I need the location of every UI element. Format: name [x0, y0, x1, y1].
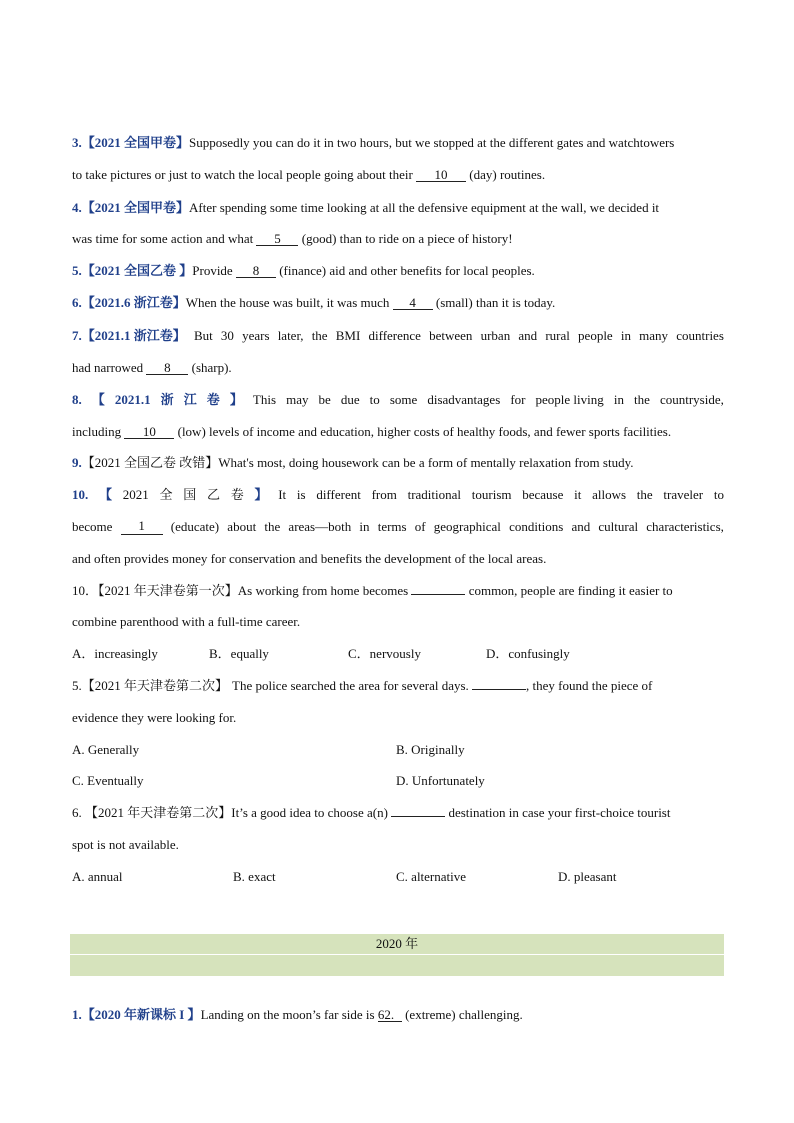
word: BMI — [335, 328, 361, 343]
mc-question-3-line-2 — [72, 837, 724, 853]
question-tag: 】 — [254, 487, 268, 502]
word: characteristics, — [646, 519, 724, 534]
word: due — [340, 392, 360, 407]
word: the — [636, 487, 653, 502]
word: become — [72, 519, 113, 534]
question-tag: 10. — [72, 487, 89, 502]
word: of — [414, 519, 426, 534]
question-tag: 浙 — [160, 392, 174, 407]
question-text: It’s a good idea to choose a(n) — [231, 805, 388, 820]
question-tag: 10．【2021 年天津卷第一次】 — [72, 583, 238, 598]
word: the — [634, 392, 650, 407]
word: the — [264, 519, 281, 534]
answer-blank: 8 — [236, 264, 276, 278]
option-a: A. Generally — [72, 742, 140, 757]
question-tag: 1.【2020 年新课标 I 】 — [72, 1007, 201, 1022]
word: different — [316, 487, 361, 502]
question-tag: 【2021 全国乙卷 改错】 — [81, 455, 219, 470]
word: from — [371, 487, 397, 502]
question-4-line-2 — [72, 231, 724, 247]
option-d: D. Unfortunately — [396, 773, 485, 788]
answer-blank: 4 — [393, 296, 433, 310]
word: rural — [545, 328, 570, 343]
question-text: (low) levels of income and education, higher costs of healthy foods, and fewer sports facilities. — [177, 424, 672, 439]
question-tag: 3.【2021 全国甲卷】 — [72, 135, 190, 150]
question-text: What's most, doing housework can be a form of mentally relaxation from study. — [218, 455, 634, 470]
question-text: Supposedly you can do it in two hours, but we stopped at the different gates and watchtowers — [189, 135, 675, 150]
question-3-line-1 — [72, 135, 724, 151]
word: is — [296, 487, 306, 502]
word: years — [242, 328, 270, 343]
section-header — [70, 934, 724, 976]
question-tag: 【 — [91, 392, 105, 407]
word: cultural — [598, 519, 639, 534]
word: It — [278, 487, 287, 502]
question-text: (good) than to ride on a piece of history! — [301, 231, 513, 246]
word: and — [571, 519, 591, 534]
word: to — [713, 487, 724, 502]
question-tag: 国 — [183, 487, 197, 502]
question-6-line-1 — [72, 295, 724, 311]
question-tag: 】 — [229, 392, 243, 407]
answer-blank: 62. — [378, 1008, 402, 1022]
word: because — [522, 487, 564, 502]
word: in — [613, 392, 624, 407]
question-8-line-1 — [72, 392, 724, 408]
question-7-line-2 — [72, 360, 724, 376]
question-text: (sharp). — [191, 360, 232, 375]
word: This — [252, 392, 277, 407]
mc-question-1-line-2 — [72, 614, 724, 630]
word: may — [286, 392, 309, 407]
answer-blank: 10 — [416, 168, 466, 182]
question-text: destination in case your first-choice tourist — [448, 805, 671, 820]
word: some — [389, 392, 418, 407]
question-text: The police searched the area for several days. — [232, 678, 469, 693]
question-text: Landing on the moon’s far side is — [200, 1007, 375, 1022]
word: areas—both — [288, 519, 352, 534]
option-b: B. Originally — [396, 742, 465, 757]
question-tag: 【 — [98, 487, 112, 502]
word: But — [193, 328, 213, 343]
question-tag: 6.【2021.6 浙江卷】 — [72, 295, 186, 310]
question-2020-1-line-1 — [72, 1007, 724, 1023]
section-divider — [70, 954, 724, 955]
word: for — [510, 392, 526, 407]
word: about — [227, 519, 257, 534]
question-10-line-1 — [72, 487, 724, 503]
question-tag: 6. 【2021 年天津卷第二次】 — [72, 805, 232, 820]
word: it — [574, 487, 582, 502]
question-text: As working from home becomes — [237, 583, 409, 598]
word: urban — [480, 328, 511, 343]
question-text: including — [72, 424, 122, 439]
question-text: When the house was built, it was much — [185, 295, 390, 310]
section-title: 2020 年 — [375, 936, 419, 951]
word: traditional — [407, 487, 462, 502]
word: conditions — [509, 519, 564, 534]
word: geographical — [433, 519, 501, 534]
word: 30 — [220, 328, 234, 343]
question-tag: 江 — [183, 392, 197, 407]
question-text: (day) routines. — [469, 167, 546, 182]
question-text: and often provides money for conservation and benefits the development of the local areas. — [72, 551, 547, 566]
word: allows — [592, 487, 627, 502]
question-tag: 乙 — [206, 487, 220, 502]
word: many — [639, 328, 669, 343]
question-10-line-2 — [72, 519, 724, 535]
question-4-line-1 — [72, 200, 724, 216]
answer-blank — [472, 689, 526, 690]
option-b: B．equally — [209, 646, 269, 661]
question-3-line-2 — [72, 167, 724, 183]
answer-blank: 10 — [124, 425, 174, 439]
word: people — [578, 328, 613, 343]
question-tag: 9. — [72, 455, 82, 470]
word: (educate) — [170, 519, 220, 534]
question-tag: 2021 — [122, 487, 149, 502]
question-8-line-2 — [72, 424, 724, 440]
word: to — [369, 392, 380, 407]
word: and — [518, 328, 538, 343]
question-9-line-1 — [72, 455, 724, 471]
word: countries — [676, 328, 724, 343]
question-5-line-1 — [72, 263, 724, 279]
option-c: C．nervously — [348, 646, 421, 661]
word: in — [359, 519, 370, 534]
word: later, — [277, 328, 304, 343]
question-text: had narrowed — [72, 360, 144, 375]
question-text: After spending some time looking at all the defensive equipment at the wall, we decided it — [189, 200, 660, 215]
option-d: D．confusingly — [486, 646, 570, 661]
question-tag: 全 — [159, 487, 173, 502]
answer-blank — [391, 816, 445, 817]
question-text: spot is not available. — [72, 837, 179, 852]
answer-blank — [411, 594, 465, 595]
question-text: to take pictures or just to watch the local people going about their — [72, 167, 413, 182]
mc-question-2-line-2 — [72, 710, 724, 726]
mc-question-1-line-1 — [72, 583, 724, 599]
question-text: combine parenthood with a full-time career. — [72, 614, 301, 629]
option-a: A．increasingly — [72, 646, 158, 661]
word: the — [311, 328, 328, 343]
question-text: Provide — [192, 263, 233, 278]
question-text: (finance) aid and other benefits for local peoples. — [279, 263, 535, 278]
question-tag: 4.【2021 全国甲卷】 — [72, 200, 190, 215]
question-tag: 8. — [72, 392, 82, 407]
question-tag: 卷 — [230, 487, 244, 502]
answer-blank: 5 — [256, 232, 298, 246]
question-tag: 5.【2021 全国乙卷 】 — [72, 263, 193, 278]
mc-question-2-line-1 — [72, 678, 724, 694]
question-text: (extreme) challenging. — [405, 1007, 523, 1022]
question-tag: 卷 — [206, 392, 220, 407]
answer-blank: 1 — [121, 519, 163, 535]
word: countryside, — [659, 392, 724, 407]
question-text: evidence they were looking for. — [72, 710, 237, 725]
word: in — [620, 328, 631, 343]
answer-blank: 8 — [146, 361, 188, 375]
word: terms — [377, 519, 407, 534]
question-tag: 2021.1 — [114, 392, 151, 407]
option-d: D. pleasant — [558, 869, 617, 884]
mc-question-3-line-1 — [72, 805, 724, 821]
option-c: C. Eventually — [72, 773, 144, 788]
word: difference — [368, 328, 421, 343]
word: disadvantages — [427, 392, 501, 407]
option-b: B. exact — [233, 869, 276, 884]
word: tourism — [471, 487, 512, 502]
question-7-line-1 — [72, 328, 724, 344]
question-tag: 7.【2021.1 浙江卷】 — [72, 328, 186, 343]
question-text: was time for some action and what — [72, 231, 254, 246]
word: people living — [535, 392, 604, 407]
question-text: , they found the piece of — [526, 678, 653, 693]
option-a: A. annual — [72, 869, 123, 884]
word: between — [429, 328, 473, 343]
question-text: common, people are finding it easier to — [468, 583, 673, 598]
word: traveler — [663, 487, 704, 502]
option-c: C. alternative — [396, 869, 467, 884]
question-10-line-3 — [72, 551, 724, 567]
question-tag: 5.【2021 年天津卷第二次】 — [72, 678, 229, 693]
word: be — [318, 392, 331, 407]
question-text: (small) than it is today. — [435, 295, 556, 310]
